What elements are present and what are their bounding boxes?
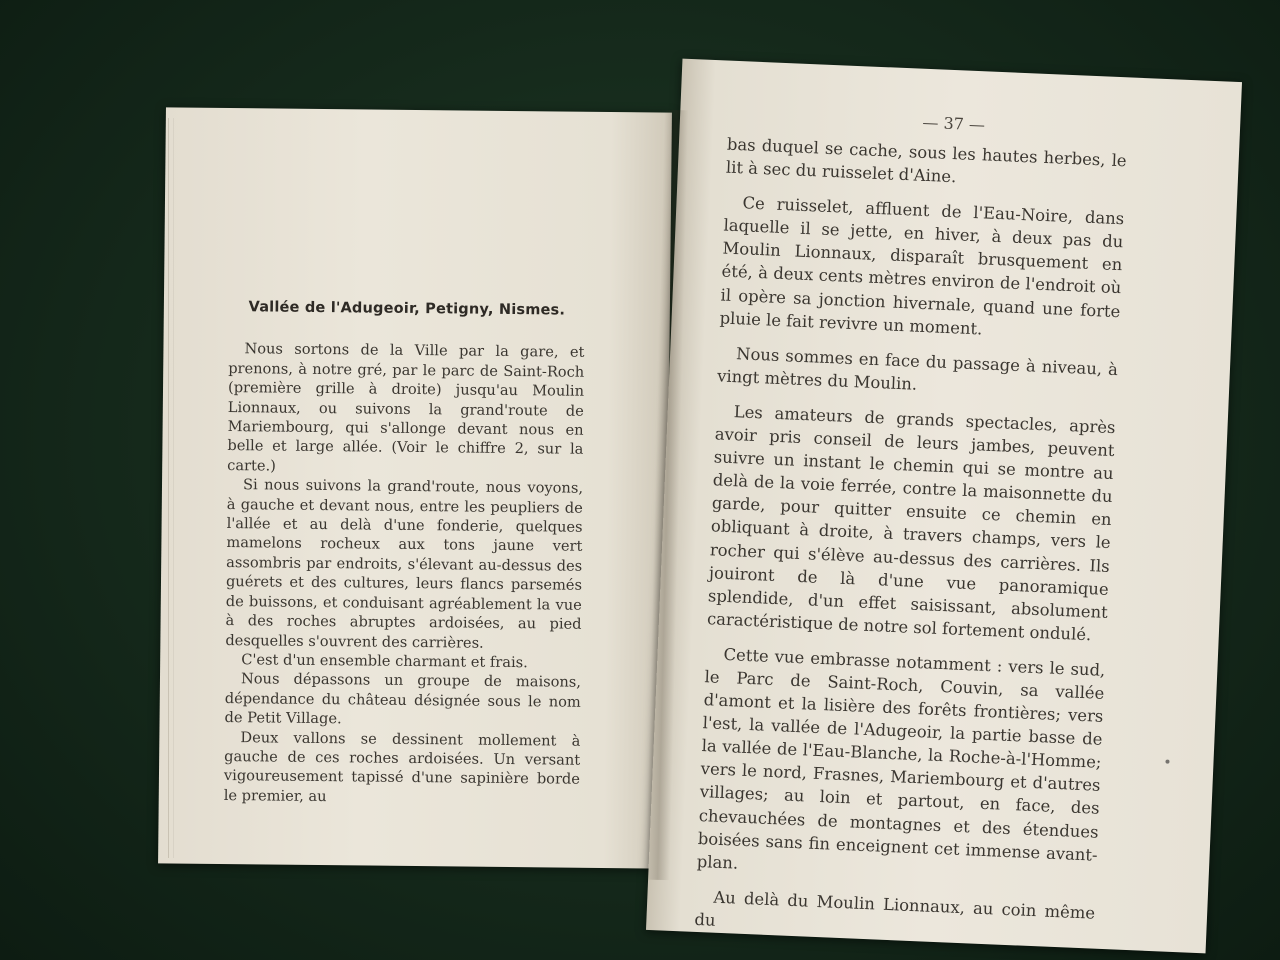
page-edges [168,118,174,858]
paragraph: Au delà du Moulin Lionnaux, au coin même du [694,887,1096,930]
chapter-heading: Vallée de l'Adugeoir, Petigny, Nismes. [248,299,566,319]
paragraph: Cette vue embrasse notamment : vers le sud, le Parc de Saint-Roch, Couvin, sa vallée d'amont et la lisière des forêts frontières; vers l'est, la vallée de l'Adugeoir, la partie basse de la vallée de l'Eau-Blanche, la Roche-à-l'Homme; vers le nord, Frasnes, Mariembourg et d'autres villages; au loin et partout, en face, des chevauchées de montagnes et des étendues boisées sans fin enceignent cet immense avant-plan. [696,644,1106,873]
paper-speck [1165,760,1169,764]
paragraph: Si nous suivons la grand'route, nous voyons, à gauche et devant nous, entre les peupliers de l'allée et au delà d'une fonderie, quelques mamelons rocheux aux tons jaune vert assombris par endroits, s'élevant au-dessus des guérets et des cultures, leurs flancs parsemés de buissons, et conduisant agréablement la vue à des roches abruptes ardoisées, au pied desquelles s'ouvrent des carrières. [225,476,584,652]
paragraph: Nous sortons de la Ville par la gare, et prenons, à notre gré, par le parc de Saint-Roch (première grille à droite) jusqu'au Moulin Lionnaux, ou suivons la grand'route de Mariembourg, qui s'allonge devant nous en belle et large allée. (Voir le chiffre 2, sur la carte.) [227,340,585,475]
paragraph: Nous dépassons un groupe de maisons, dépendance du château désignée sous le nom de Petit Village. [224,670,582,728]
paragraph: bas duquel se cache, sous les hautes herbes, le lit à sec du ruisselet d'Aine. [725,134,1128,187]
paragraph: Les amateurs de grands spectacles, après avoir pris conseil de leurs jambes, peuvent suivre un instant le chemin qui se montre au delà de la voie ferrée, contre la maisonnette du garde, pour quitter ensuite ce chemin en obliquant à droite, à travers champs, vers le rocher qui s'élève au-dessus des carrières. Ils jouiront de là d'une vue panoramique splendide, d'un effet saisissant, absolument caractéristique de notre sol fortement ondulé. [706,402,1116,645]
paragraph: Deux vallons se dessinent mollement à gauche de ces roches ardoisées. Un versant vigoureusement tapissé d'une sapinière borde le premier, au [223,728,581,805]
left-page [158,107,672,868]
left-page-text [224,298,585,809]
paragraph: Ce ruisselet, affluent de l'Eau-Noire, dans laquelle il se jette, en hiver, à deux pas du Moulin Lionnaux, disparaît brusquement en été, à deux cents mètres environ de l'endroit où il opère sa jonction hivernale, quand une forte pluie le fait revivre un moment. [719,193,1125,339]
paragraph: C'est d'un ensemble charmant et frais. [241,651,528,672]
paragraph: Nous sommes en face du passage à niveau, à vingt mètres du Moulin. [716,343,1119,394]
right-page [646,59,1242,954]
page-number: — 37 — [922,112,986,135]
right-page-text [693,133,1127,954]
